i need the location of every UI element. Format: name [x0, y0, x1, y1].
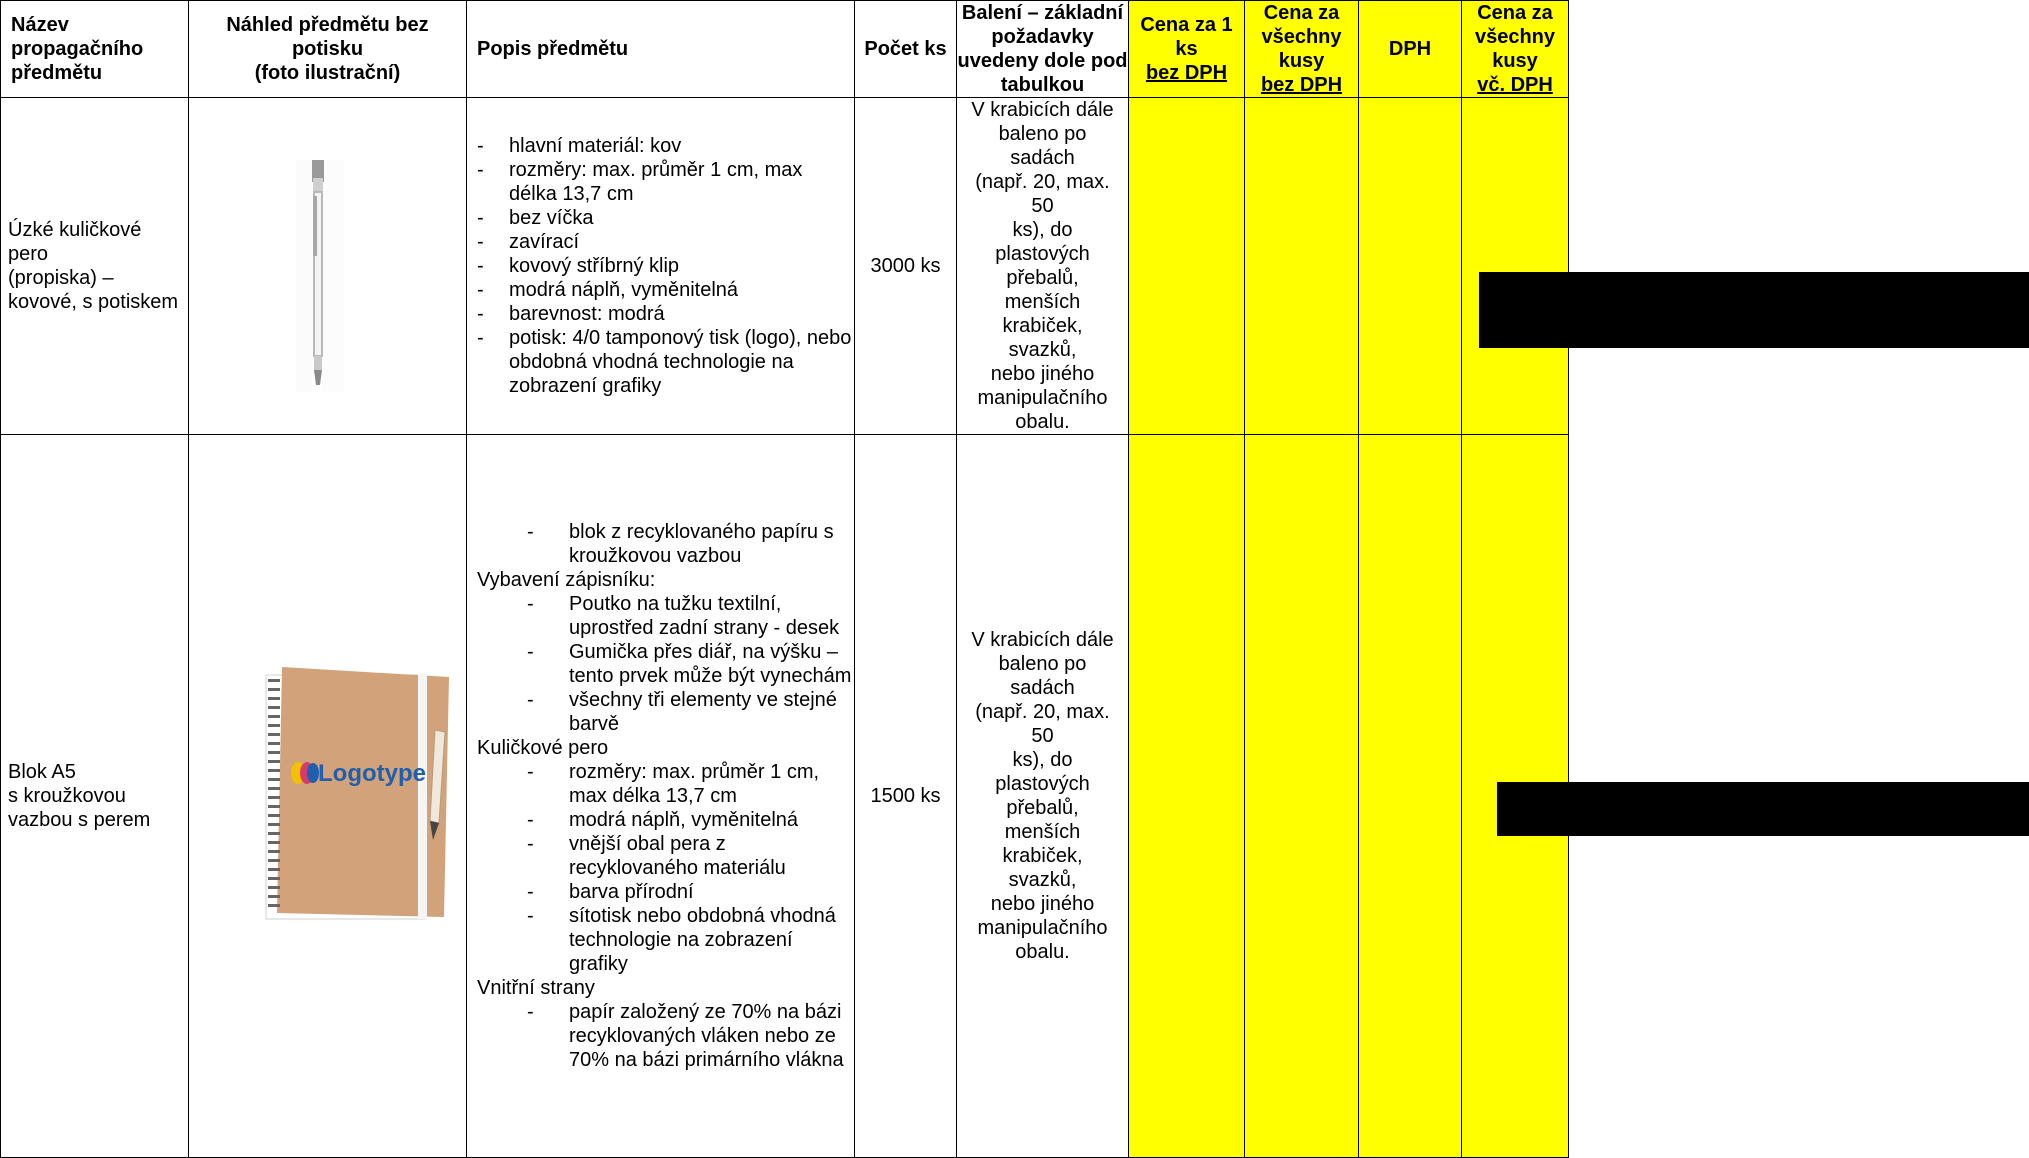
item-packaging: V krabicích dále baleno po sadách (např. 20, max. 50 ks), do plastových přebalů, menších krabiček, svazků, nebo jiného manipulačního obalu. — [957, 435, 1129, 1158]
list-item: - potisk: 4/0 tamponový tisk (logo), nebo obdobná vhodná technologie na zobrazení grafiky — [467, 326, 854, 398]
section-title: Kuličkové pero — [477, 737, 609, 759]
header-preview: Náhled předmětu bez potisku (foto ilustrační) — [189, 1, 467, 98]
vat-cell — [1359, 435, 1462, 1158]
unit-price-cell — [1129, 98, 1245, 435]
redaction-bar — [1479, 272, 2029, 348]
header-total-vat: Cena za všechny kusy vč. DPH — [1462, 1, 1569, 98]
item-quantity: 1500 ks — [855, 435, 957, 1158]
list-item: - modrá náplň, vyměnitelná — [467, 808, 854, 832]
list-item: - sítotisk nebo obdobná vhodná technologie na zobrazení grafiky — [467, 904, 854, 976]
list-item: - vnější obal pera z recyklovaného materiálu — [467, 832, 854, 880]
total-vat-cell — [1462, 98, 1569, 435]
list-item: - barva přírodní — [467, 880, 854, 904]
item-description — [467, 435, 855, 1158]
list-item: - bez víčka — [467, 206, 854, 230]
item-preview — [189, 435, 467, 1158]
list-item: - barevnost: modrá — [467, 302, 854, 326]
ballpoint-pen-image — [189, 120, 466, 413]
item-name: Blok A5 s kroužkovou vazbou s perem — [1, 435, 189, 1158]
list-item: - modrá náplň, vyměnitelná — [467, 278, 854, 302]
list-item: - rozměry: max. průměr 1 cm, max délka 13,7 cm — [467, 158, 854, 206]
list-item: - zavírací — [467, 230, 854, 254]
list-item: - blok z recyklovaného papíru s kroužkovou vazbou — [467, 520, 854, 568]
item-preview — [189, 98, 467, 435]
logo-text: Logotype — [318, 760, 426, 787]
vat-cell — [1359, 98, 1462, 435]
description-list — [467, 520, 854, 568]
list-item: - všechny tři elementy ve stejné barvě — [467, 688, 854, 736]
header-row — [1, 1, 1569, 98]
total-no-vat-cell — [1245, 435, 1359, 1158]
total-no-vat-cell — [1245, 98, 1359, 435]
header-description: Popis předmětu — [467, 1, 855, 98]
item-description — [467, 98, 855, 435]
spiral-notebook-image — [189, 435, 466, 1157]
header-total-no-vat: Cena za všechny kusy bez DPH — [1245, 1, 1359, 98]
header-packaging: Balení – základní požadavky uvedeny dole pod tabulkou — [957, 2, 1128, 96]
description-list — [467, 760, 854, 976]
unit-price-cell — [1129, 435, 1245, 1158]
description-list — [467, 134, 854, 398]
list-item: - kovový stříbrný klip — [467, 254, 854, 278]
header-unit-price: Cena za 1 ks bez DPH — [1129, 1, 1245, 98]
description-list — [467, 592, 854, 736]
list-item: - papír založený ze 70% na bázi recyklovaných vláken nebo ze 70% na bázi primárního vlákna — [467, 1000, 854, 1072]
section-title: Vybavení zápisníku: — [477, 569, 656, 591]
list-item: - rozměry: max. průměr 1 cm, max délka 13,7 cm — [467, 760, 854, 808]
description-list — [467, 1000, 854, 1072]
list-item: - Gumička přes diář, na výšku – tento prvek může být vynechám — [467, 640, 854, 688]
list-item: - Poutko na tužku textilní, uprostřed zadní strany - desek — [467, 592, 854, 640]
header-vat: DPH — [1359, 1, 1462, 98]
item-quantity: 3000 ks — [855, 98, 957, 435]
header-quantity: Počet ks — [855, 1, 957, 98]
redaction-bar — [1497, 782, 2029, 836]
header-name: Název propagačního předmětu — [1, 1, 189, 98]
list-item: - hlavní materiál: kov — [467, 134, 854, 158]
table-row — [1, 435, 1569, 1158]
item-packaging: V krabicích dále baleno po sadách (např. 20, max. 50 ks), do plastových přebalů, menších krabiček, svazků, nebo jiného manipulačního obalu. — [957, 98, 1129, 435]
table-row — [1, 98, 1569, 435]
item-name: Úzké kuličkové pero (propiska) – kovové, s potiskem — [1, 98, 189, 435]
section-title: Vnitřní strany — [477, 977, 595, 999]
